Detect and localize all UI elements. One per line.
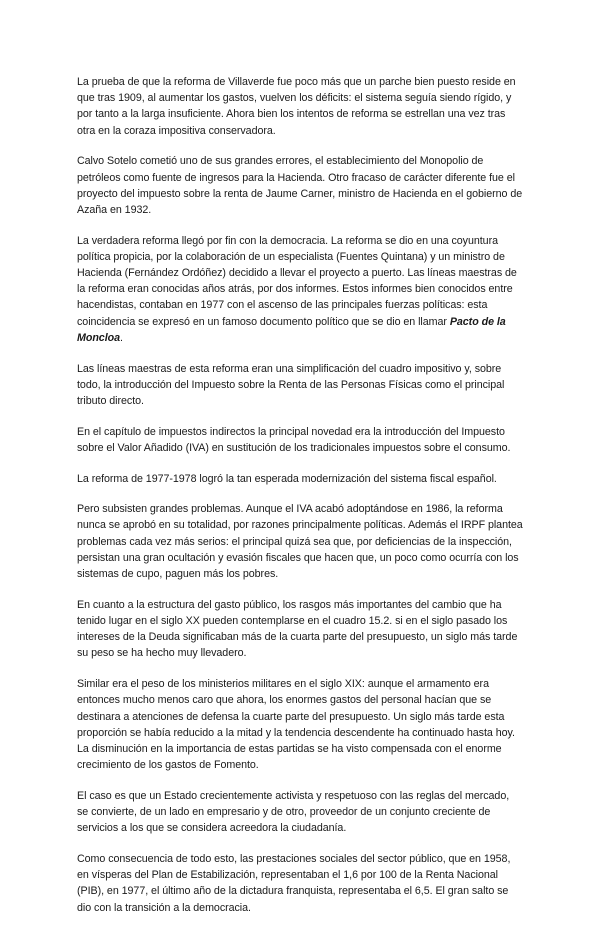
- paragraph-problemas: Pero subsisten grandes problemas. Aunque el IVA acabó adoptándose en 1986, la reforma nunca se aprobó en su totalidad, por razones principalmente políticas. Además el IRPF plantea problemas cada vez más serios: el principal quizá sea que, por deficiencias de la inspección, persistan una gran ocultación y evasión fiscales que hacen que, un poco como ocurría con los sistemas de cupo, paguen más los pobres.: [77, 503, 523, 581]
- paragraph-estado-activista: El caso es que un Estado crecientemente activista y respetuoso con las reglas del mercado, se convierte, de un lado en empresario y de otro, proveedor de un conjunto creciente de servicios a los que se considera acreedora la ciudadanía.: [77, 789, 510, 835]
- paragraph-reforma-end: .: [120, 331, 123, 344]
- document-body: [77, 74, 523, 930]
- paragraph-reforma-democracia: [77, 233, 523, 346]
- paragraph-gasto-publico: En cuanto a la estructura del gasto público, los rasgos más importantes del cambio que ha tenido lugar en el siglo XX pueden contemplarse en el cuadro 15.2. si en el siglo pasado los intereses de la Deuda significaban más de la cuarta parte del presupuesto, un siglo más tarde su peso se ha hecho muy llevadero.: [77, 598, 518, 660]
- paragraph-calvo-sotelo: Calvo Sotelo cometió uno de sus grandes errores, el establecimiento del Monopolio de petróleos como fuente de ingresos para la Hacienda. Otro fracaso de carácter diferente fue el proyecto del impuesto sobre la renta de Jaume Carner, ministro de Hacienda en el gobierno de Azaña en 1932.: [77, 155, 523, 216]
- paragraph-lineas-maestras: Las líneas maestras de esta reforma eran una simplificación del cuadro impositivo y, sobre todo, la introducción del Impuesto sobre la Renta de las Personas Físicas como el principal tributo directo.: [77, 362, 505, 407]
- paragraph-modernizacion: La reforma de 1977-1978 logró la tan esperada modernización del sistema fiscal español.: [77, 472, 497, 485]
- paragraph-reforma-text: La verdadera reforma llegó por fin con la democracia. La reforma se dio en una coyuntura política propicia, por la colaboración de un especialista (Fuentes Quintana) y un ministro de Hacienda (Fernández Ordóñez) decidido a llevar el proyecto a puerto. Las líneas maestras de la reforma eran conocidas años atrás, por dos informes. Estos informes bien conocidos entre hacendistas, contaban en 1977 con el ascenso de las principales fuerzas políticas: esta coincidencia se expresó en un famoso documento político que se dio en llamar: [77, 234, 517, 328]
- paragraph-prestaciones-sociales: Como consecuencia de todo esto, las prestaciones sociales del sector público, que en 1958, en vísperas del Plan de Estabilización, representaban el 1,6 por 100 de la Renta Nacional (PIB), en 1977, el último año de la dictadura franquista, representaba el 6,5. El gran salto se dio con la transición a la democracia.: [77, 852, 511, 914]
- paragraph-villaverde: La prueba de que la reforma de Villaverde fue poco más que un parche bien puesto reside en que tras 1909, al aumentar los gastos, vuelven los déficits: el sistema seguía siendo rígido, y por tanto a la larga insuficiente. Ahora bien los intentos de reforma se estrellan una vez tras otra en la coraza impositiva conservadora.: [77, 76, 516, 137]
- paragraph-iva: En el capítulo de impuestos indirectos la principal novedad era la introducción del Impuesto sobre el Valor Añadido (IVA) en sustitución de los tradicionales impuestos sobre el consumo.: [77, 425, 511, 454]
- paragraph-ministerios-militares: Similar era el peso de los ministerios militares en el siglo XIX: aunque el armamento era entonces mucho menos caro que ahora, los enormes gastos del personal hacían que se destinara a atenciones de defensa la cuarte parte del presupuesto. Un siglo más tarde esta proporción se había reducido a la mitad y la tendencia descendente ha continuado hasta hoy. La disminución en la importancia de estas partidas se ha visto compensada con el enorme crecimiento de los gastos de Fomento.: [77, 678, 515, 772]
- pacto-moncloa-emphasis: Pacto de la Moncloa: [77, 315, 506, 344]
